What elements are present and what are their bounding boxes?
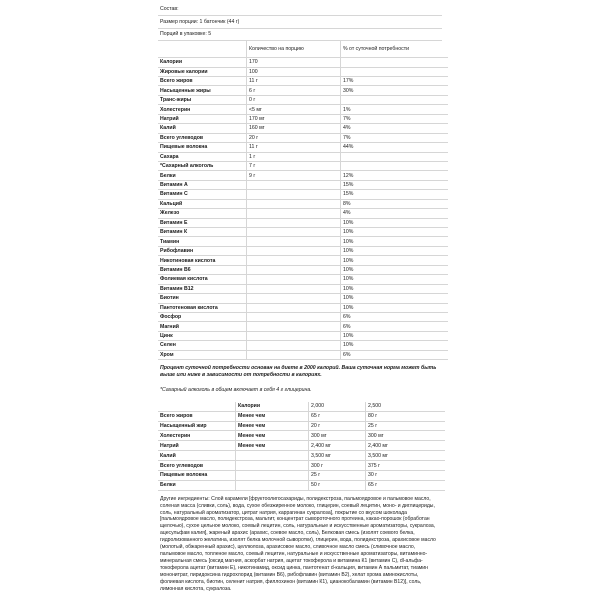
ref-nutrient: Холестерин — [158, 431, 236, 441]
nutrient-name: Сахара — [158, 152, 247, 161]
reference-row — [158, 431, 445, 441]
nutrient-name: Фолиевая кислота — [158, 275, 247, 284]
nutrition-row — [158, 303, 448, 312]
nutrition-row — [158, 218, 448, 227]
nutrition-row — [158, 312, 448, 321]
nutrition-row — [158, 86, 448, 95]
nutrient-amount: 7 г — [247, 161, 341, 170]
ref-qualifier: Менее чем — [236, 441, 309, 451]
nutrient-daily-value: 30% — [341, 86, 449, 95]
ref-value-2500: 25 г — [366, 421, 446, 431]
nutrient-name: Витамин А — [158, 180, 247, 189]
nutrition-row — [158, 322, 448, 331]
nutrition-row — [158, 350, 448, 359]
nutrient-daily-value — [341, 58, 449, 67]
reference-row — [158, 451, 445, 461]
nutrient-daily-value: 10% — [341, 331, 449, 340]
ref-value-2000: 50 г — [309, 480, 366, 490]
ingredients-text: Другие ингредиенты: Слой карамели [фруктоолигосахариды, полидекстроза, пальмоядровое и пальмовое масло, соленая масса (сливки, соль), вода, сухое обезжиренное молоко, глицерин, соевый лецитин, моно- и диглицериды, соль, натуральный ароматизатор, цитрат натрия, каррагинан сукралоза], покрытие со вкусом шоколада [пальмоядровое масло, полидекстроза, мальтит, концентрат сывороточного протеина, какао-порошок (обработан щелочью), сухое цельное молоко, соевый лецитин, соль, натуральные и искусственные ароматизаторы, сукралоза, ацесульфам калия], жареный арахис (арахис, соевое масло, соль), Белковая смесь (изолят соевого белка, гидролизованного желатина, изолят белка молочной сыворотки), глицерин, вода, полидекстроза, арахисовое масло (молотый, обжаренный арахис), целлюлоза, арахисовое масло, сливочное масло смесь (сливочное масло, пальмовое масло, топленое масло, соевый лецитин, натуральные и искусственные ароматизаторы, витаминно-минеральная смесь [оксид магния, аскорбат натрия, ацетат токоферола и витамина К1 (витамин С), dl-альфа-токоферола ацетат (витамин Е), никотинамид, оксид цинка, пантотенат d-кальция, витамин А пальмитат, тиамин мононитрат, пиридоксина гидрохлорид (витамин B6), рибофлавин (витамин B2), хелат хрома аминокислоты, фолиевая кислота, биотин, селенит натрия, филлохинон (витамин К1), цианокобаламин (витамин B12)], соль, лимонная кислота, сукралоза. — [160, 495, 436, 592]
ref-nutrient: Калий — [158, 451, 236, 461]
ref-value-2500: 3,500 мг — [366, 451, 446, 461]
ref-qualifier — [236, 451, 309, 461]
nutrient-amount: 170 мг — [247, 114, 341, 123]
nutrient-amount — [247, 275, 341, 284]
nutrition-row — [158, 331, 448, 340]
header-nutrient — [158, 41, 247, 58]
nutrient-name: Натрий — [158, 114, 247, 123]
nutrition-row — [158, 284, 448, 293]
nutrition-table — [158, 41, 448, 360]
nutrient-daily-value: 10% — [341, 228, 449, 237]
nutrient-daily-value — [341, 67, 449, 76]
product-meta — [158, 4, 442, 41]
nutrient-name: Насыщенные жиры — [158, 86, 247, 95]
nutrient-amount — [247, 237, 341, 246]
ref-value-2500: 375 г — [366, 461, 446, 471]
nutrient-name: Витамин К — [158, 228, 247, 237]
nutrient-name: Всего жиров — [158, 77, 247, 86]
reference-row — [158, 461, 445, 471]
ref-value-2500: 300 мг — [366, 431, 446, 441]
nutrient-daily-value: 10% — [341, 275, 449, 284]
nutrition-row — [158, 199, 448, 208]
ref-header-2500: 2,500 — [366, 402, 446, 411]
nutrition-row — [158, 275, 448, 284]
ref-qualifier: Менее чем — [236, 431, 309, 441]
nutrient-name: Железо — [158, 209, 247, 218]
nutrient-daily-value: 4% — [341, 124, 449, 133]
nutrition-row — [158, 77, 448, 86]
nutrition-table-body — [158, 58, 448, 360]
nutrient-daily-value: 12% — [341, 171, 449, 180]
nutrient-name: Холестерин — [158, 105, 247, 114]
nutrition-row — [158, 161, 448, 170]
nutrient-name: Белки — [158, 171, 247, 180]
nutrition-row — [158, 152, 448, 161]
ref-nutrient: Всего углеводов — [158, 461, 236, 471]
nutrient-name: Витамин С — [158, 190, 247, 199]
nutrient-name: Калории — [158, 58, 247, 67]
nutrient-amount: 100 — [247, 67, 341, 76]
composition-label: Состав: — [158, 4, 442, 16]
nutrient-amount — [247, 228, 341, 237]
nutrient-amount — [247, 312, 341, 321]
ref-value-2000: 25 г — [309, 470, 366, 480]
nutrient-daily-value: 7% — [341, 114, 449, 123]
nutrient-name: *Сахарный алкоголь — [158, 161, 247, 170]
nutrient-daily-value: 17% — [341, 77, 449, 86]
header-daily-value: % от суточной потребности — [341, 41, 449, 58]
nutrient-amount: 11 г — [247, 77, 341, 86]
nutrient-daily-value: 10% — [341, 341, 449, 350]
nutrient-amount — [247, 265, 341, 274]
nutrient-amount — [247, 350, 341, 359]
nutrient-amount: 6 г — [247, 86, 341, 95]
reference-table-body — [158, 411, 445, 490]
ref-value-2500: 80 г — [366, 411, 446, 421]
nutrient-amount: 170 — [247, 58, 341, 67]
ref-header-nutrient — [158, 402, 236, 411]
nutrient-amount — [247, 256, 341, 265]
nutrition-table-header — [158, 41, 448, 58]
sugar-alcohol-note: *Сахарный алкоголь в общем включает в себя 4 г глицерина. — [160, 386, 312, 393]
nutrient-amount — [247, 190, 341, 199]
ref-value-2500: 65 г — [366, 480, 446, 490]
nutrient-daily-value: 15% — [341, 190, 449, 199]
nutrition-row — [158, 143, 448, 152]
nutrient-daily-value: 1% — [341, 105, 449, 114]
nutrient-name: Хром — [158, 350, 247, 359]
reference-row — [158, 470, 445, 480]
nutrient-daily-value: 6% — [341, 312, 449, 321]
ref-value-2500: 30 г — [366, 470, 446, 480]
nutrient-daily-value: 7% — [341, 133, 449, 142]
ref-value-2000: 65 г — [309, 411, 366, 421]
nutrient-daily-value: 10% — [341, 218, 449, 227]
ref-nutrient: Пищевые волокна — [158, 470, 236, 480]
ref-header-2000: 2,000 — [309, 402, 366, 411]
nutrient-amount — [247, 331, 341, 340]
servings-per-container: Порций в упаковке: 5 — [158, 29, 442, 41]
nutrient-amount: 20 г — [247, 133, 341, 142]
nutrient-name: Пищевые волокна — [158, 143, 247, 152]
nutrient-amount: 1 г — [247, 152, 341, 161]
daily-value-note: Процент суточной потребности основан на диете в 2000 калорий. Ваша суточная норма может быть выше или ниже в зависимости от потребности в калориях. — [160, 365, 437, 379]
nutrition-row — [158, 58, 448, 67]
nutrient-daily-value — [341, 95, 449, 104]
nutrient-amount: 0 г — [247, 95, 341, 104]
nutrient-amount — [247, 341, 341, 350]
nutrient-daily-value: 8% — [341, 199, 449, 208]
nutrient-name: Калий — [158, 124, 247, 133]
nutrient-daily-value: 15% — [341, 180, 449, 189]
ref-qualifier: Менее чем — [236, 411, 309, 421]
nutrient-name: Цинк — [158, 331, 247, 340]
nutrient-amount — [247, 180, 341, 189]
nutrient-name: Витамин Е — [158, 218, 247, 227]
ref-qualifier: Менее чем — [236, 421, 309, 431]
nutrient-amount — [247, 209, 341, 218]
nutrient-amount — [247, 303, 341, 312]
nutrient-name: Рибофлавин — [158, 246, 247, 255]
nutrient-daily-value: 10% — [341, 303, 449, 312]
nutrient-daily-value: 6% — [341, 322, 449, 331]
nutrient-daily-value: 4% — [341, 209, 449, 218]
nutrient-name: Кальций — [158, 199, 247, 208]
nutrient-daily-value: 6% — [341, 350, 449, 359]
nutrient-name: Магний — [158, 322, 247, 331]
reference-row — [158, 421, 445, 431]
nutrient-daily-value: 10% — [341, 256, 449, 265]
nutrient-daily-value — [341, 161, 449, 170]
nutrient-name: Биотин — [158, 294, 247, 303]
nutrition-row — [158, 228, 448, 237]
reference-row — [158, 480, 445, 490]
nutrient-daily-value — [341, 152, 449, 161]
nutrient-amount — [247, 246, 341, 255]
ref-header-calories: Калории — [236, 402, 309, 411]
nutrient-amount: 9 г — [247, 171, 341, 180]
nutrient-amount — [247, 199, 341, 208]
ref-qualifier — [236, 480, 309, 490]
nutrient-name: Пантотеновая кислота — [158, 303, 247, 312]
nutrient-amount — [247, 294, 341, 303]
nutrient-name: Витамин B12 — [158, 284, 247, 293]
nutrient-daily-value: 10% — [341, 294, 449, 303]
ref-qualifier — [236, 470, 309, 480]
nutrient-name: Никотиновая кислота — [158, 256, 247, 265]
ref-value-2000: 20 г — [309, 421, 366, 431]
nutrient-name: Всего углеводов — [158, 133, 247, 142]
nutrition-row — [158, 124, 448, 133]
reference-table-header — [158, 402, 445, 411]
ref-nutrient: Всего жиров — [158, 411, 236, 421]
ref-value-2000: 300 мг — [309, 431, 366, 441]
nutrition-row — [158, 114, 448, 123]
nutrition-row — [158, 67, 448, 76]
daily-value-reference-table — [158, 402, 445, 491]
nutrient-amount: 160 мг — [247, 124, 341, 133]
ref-nutrient: Белки — [158, 480, 236, 490]
nutrition-row — [158, 294, 448, 303]
nutrient-name: Транс-жиры — [158, 95, 247, 104]
nutrient-amount — [247, 284, 341, 293]
nutrition-row — [158, 180, 448, 189]
nutrition-row — [158, 95, 448, 104]
serving-size: Размер порции: 1 батончик (44 г) — [158, 16, 442, 28]
ref-value-2000: 300 г — [309, 461, 366, 471]
nutrient-amount — [247, 322, 341, 331]
reference-row — [158, 441, 445, 451]
nutrition-row — [158, 237, 448, 246]
ref-value-2000: 2,400 мг — [309, 441, 366, 451]
ref-nutrient: Насыщенный жир — [158, 421, 236, 431]
nutrition-row — [158, 209, 448, 218]
nutrient-amount: <5 мг — [247, 105, 341, 114]
nutrition-row — [158, 256, 448, 265]
nutrition-row — [158, 105, 448, 114]
nutrient-daily-value: 44% — [341, 143, 449, 152]
nutrition-row — [158, 246, 448, 255]
nutrient-name: Селен — [158, 341, 247, 350]
header-amount: Количество на порцию — [247, 41, 341, 58]
nutrient-daily-value: 10% — [341, 265, 449, 274]
ref-nutrient: Натрий — [158, 441, 236, 451]
nutrient-daily-value: 10% — [341, 246, 449, 255]
nutrition-row — [158, 190, 448, 199]
nutrient-name: Фосфор — [158, 312, 247, 321]
nutrient-amount: 11 г — [247, 143, 341, 152]
ref-value-2000: 3,500 мг — [309, 451, 366, 461]
reference-row — [158, 411, 445, 421]
nutrient-name: Жировые калории — [158, 67, 247, 76]
ref-qualifier — [236, 461, 309, 471]
nutrient-amount — [247, 218, 341, 227]
nutrient-daily-value: 10% — [341, 284, 449, 293]
nutrient-daily-value: 10% — [341, 237, 449, 246]
nutrition-row — [158, 171, 448, 180]
nutrient-name: Витамин B6 — [158, 265, 247, 274]
nutrition-row — [158, 341, 448, 350]
nutrition-row — [158, 265, 448, 274]
ref-value-2500: 2,400 мг — [366, 441, 446, 451]
nutrient-name: Тиамин — [158, 237, 247, 246]
nutrition-row — [158, 133, 448, 142]
